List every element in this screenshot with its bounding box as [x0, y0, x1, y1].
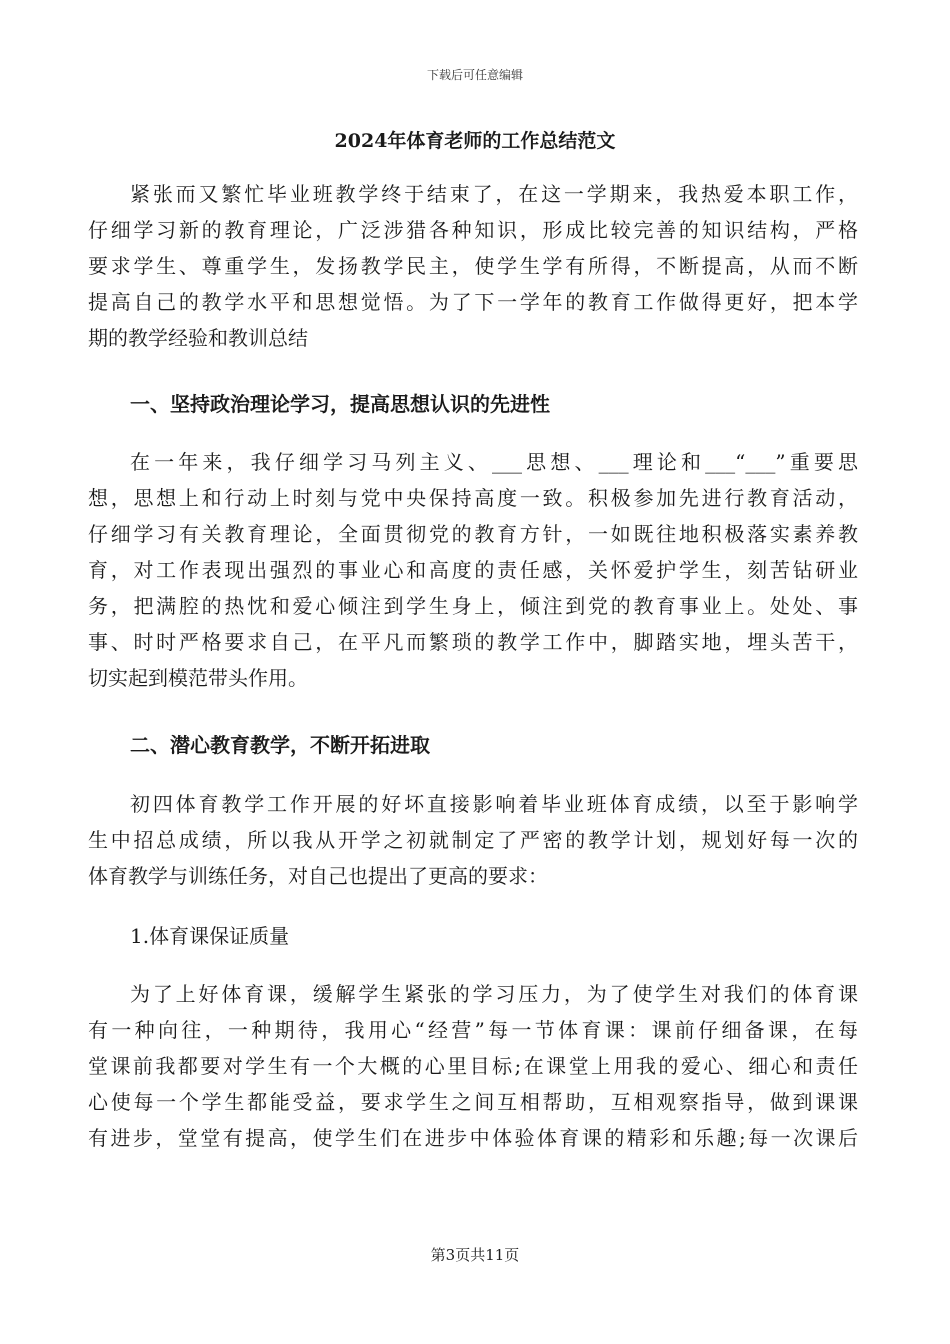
- section-heading-text: 一、坚持政治理论学习，提高思想认识的先进性: [130, 392, 550, 416]
- paragraph-line: 体育教学与训练任务，对自己也提出了更高的要求：: [88, 864, 548, 888]
- page-number-footer: 第3页共11页: [430, 1246, 520, 1264]
- paragraph-line: 事、时时严格要求自己，在平凡而繁琐的教学工作中，脚踏实地，埋头苦干，: [88, 630, 858, 654]
- section2-paragraph: [88, 786, 858, 894]
- subheading-text: 1.体育课保证质量: [130, 924, 290, 948]
- paragraph-line: 心使每一个学生都能受益，要求学生之间互相帮助，互相观察指导，做到课课: [88, 1090, 858, 1114]
- paragraph-line: 切实起到模范带头作用。: [88, 666, 308, 690]
- paragraph-line: 育，对工作表现出强烈的事业心和高度的责任感，关怀爱护学生，刻苦钻研业: [88, 558, 858, 582]
- intro-paragraph: [88, 176, 858, 356]
- section3-paragraph: [88, 976, 858, 1156]
- paragraph-line: 初四体育教学工作开展的好坏直接影响着毕业班体育成绩，以至于影响学: [130, 792, 858, 816]
- paragraph-line: 有一种向往，一种期待，我用心“经营”每一节体育课：课前仔细备课，在每: [88, 1018, 858, 1042]
- subheading-1: [88, 918, 858, 954]
- section-heading-2: [88, 727, 858, 763]
- paragraph-line: 在一年来，我仔细学习马列主义、___思想、___理论和___“___”重要思: [130, 450, 858, 474]
- document-title: 2024年体育老师的工作总结范文: [334, 130, 616, 152]
- paragraph-line: 想，思想上和行动上时刻与党中央保持高度一致。积极参加先进行教育活动，: [88, 486, 858, 510]
- paragraph-line: 仔细学习新的教育理论，广泛涉猎各种知识，形成比较完善的知识结构，严格: [88, 218, 858, 242]
- paragraph-line: 生中招总成绩，所以我从开学之初就制定了严密的教学计划，规划好每一次的: [88, 828, 858, 852]
- paragraph-line: 期的教学经验和教训总结: [88, 326, 308, 350]
- paragraph-line: 要求学生、尊重学生，发扬教学民主，使学生学有所得，不断提高，从而不断: [88, 254, 858, 278]
- paragraph-line: 堂课前我都要对学生有一个大概的心里目标;在课堂上用我的爱心、细心和责任: [88, 1054, 858, 1078]
- paragraph-line: 务，把满腔的热忱和爱心倾注到学生身上，倾注到党的教育事业上。处处、事: [88, 594, 858, 618]
- paragraph-line: 紧张而又繁忙毕业班教学终于结束了，在这一学期来，我热爱本职工作，: [130, 182, 858, 206]
- paragraph-line: 为了上好体育课，缓解学生紧张的学习压力，为了使学生对我们的体育课: [130, 982, 858, 1006]
- section-heading-1: [88, 386, 858, 422]
- paragraph-line: 有进步，堂堂有提高，使学生们在进步中体验体育课的精彩和乐趣;每一次课后: [88, 1126, 858, 1150]
- page-header-note: 下载后可任意编辑: [426, 68, 523, 82]
- paragraph-line: 提高自己的教学水平和思想觉悟。为了下一学年的教育工作做得更好，把本学: [88, 290, 858, 314]
- paragraph-line: 仔细学习有关教育理论，全面贯彻党的教育方针，一如既往地积极落实素养教: [88, 522, 858, 546]
- section-heading-text: 二、潜心教育教学，不断开拓进取: [130, 733, 430, 757]
- section1-paragraph: [88, 444, 858, 696]
